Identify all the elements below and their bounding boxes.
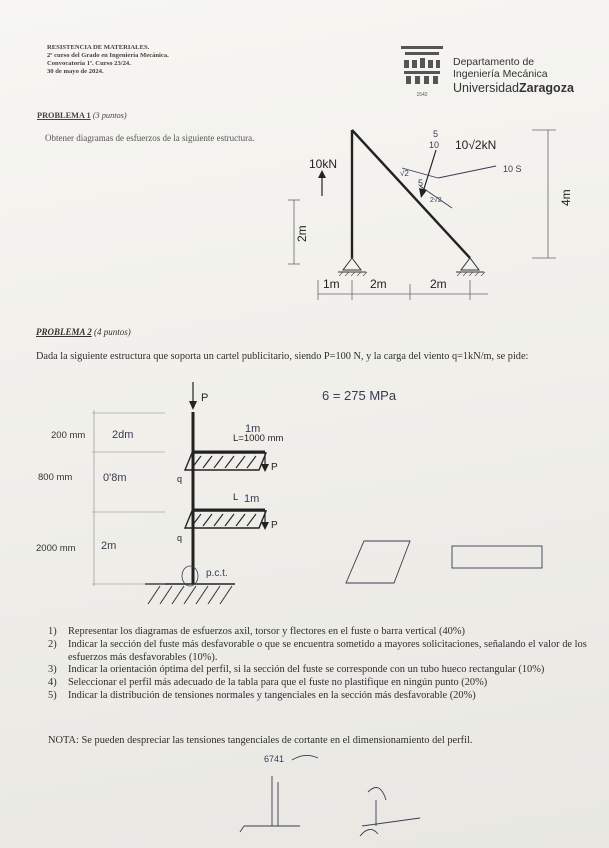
dim-1m: 1m	[323, 277, 340, 291]
hand-2sqrt2: 2√2	[430, 197, 442, 204]
hand-2m: 2m	[101, 540, 117, 552]
department-name	[453, 56, 548, 80]
university-name	[453, 81, 574, 95]
problem1-title: PROBLEMA 1	[37, 111, 91, 120]
load-inclined: 10√2kN	[455, 138, 497, 152]
task-list	[48, 626, 588, 703]
hand-sigma: 6 = 275 MPa	[322, 388, 397, 403]
problem2-diagram	[30, 376, 570, 612]
load-p-arm-2: P	[271, 520, 278, 531]
convocation: Convocatoria 1ª. Curso 23/24.	[47, 60, 131, 67]
hand-bottom-label: 6741	[264, 754, 285, 764]
dim-200mm: 200 mm	[51, 430, 86, 441]
hand-diag5: 5	[418, 178, 424, 188]
problem2-statement: Dada la siguiente estructura que soporta un cartel publicitario, siendo P=100 N, y la carga del viento q=1kN/m, se pide:	[36, 351, 529, 362]
problem2-points: (4 puntos)	[94, 327, 131, 337]
university-logo	[398, 44, 446, 103]
hand-5: 5	[433, 129, 439, 139]
department-line-2: Ingeniería Mecánica	[453, 68, 548, 80]
course-header	[47, 44, 169, 76]
dim-left-2m: 2m	[295, 225, 309, 242]
course-title: RESISTENCIA DE MATERIALES.	[47, 44, 150, 51]
hand-arm-1m: 1m	[245, 423, 261, 435]
task-item-2: 2) Indicar la sección del fuste más desfavorable o que se encuentra sometido a mayores solicitaciones, señalando el valor de los esfuerzos más desfavorables (10%).	[48, 638, 587, 663]
hand-arm-1m-b: 1m	[244, 493, 260, 505]
load-p-top: P	[201, 392, 209, 404]
wind-q-2: q	[177, 533, 183, 543]
hand-10: 10	[429, 140, 440, 150]
hand-10s: 10 S	[503, 164, 522, 174]
hand-punto: p.c.t.	[206, 568, 228, 579]
dim-right-4m: 4m	[559, 189, 573, 206]
load-p-arm-1: P	[271, 462, 278, 473]
problem2-title: PROBLEMA 2	[36, 327, 92, 337]
dim-2m-a: 2m	[370, 277, 387, 291]
dim-800mm: 800 mm	[38, 472, 73, 483]
task-item-5: 5) Indicar la distribución de tensiones normales y tangenciales en la sección más desfavorable (20%)	[48, 689, 476, 701]
dim-2000mm: 2000 mm	[36, 543, 76, 554]
logo-year: 1542	[416, 92, 428, 98]
university-part-2: Zaragoza	[519, 81, 574, 95]
exam-note: NOTA: Se pueden despreciar las tensiones tangenciales de cortante en el dimensionamiento del perfil.	[48, 735, 473, 746]
department-line-1: Departamento de	[453, 56, 535, 68]
university-part-1: Universidad	[453, 81, 520, 95]
bottom-sketches	[220, 748, 440, 844]
problem1-diagram	[280, 120, 590, 310]
task-item-3: 3) Indicar la orientación óptima del perfil, si la sección del fuste se corresponde con un tubo hueco rectangular (10%)	[48, 664, 545, 676]
hand-08m: 0'8m	[103, 472, 127, 484]
wind-q-1: q	[177, 474, 183, 484]
arm-length: L=1000 mm	[233, 433, 284, 444]
problem1-points: (3 puntos)	[92, 111, 127, 120]
problem1-statement: Obtener diagramas de esfuerzos de la siguiente estructura.	[45, 133, 255, 143]
problem2-heading	[36, 327, 131, 337]
task-item-1: 1) Representar los diagramas de esfuerzos axil, torsor y flectores en el fuste o barra vertical (40%)	[48, 626, 465, 637]
hand-2dm: 2dm	[112, 429, 134, 441]
course-year: 2º curso del Grado en Ingeniería Mecánica.	[47, 52, 169, 59]
hand-sqrt2: √2	[400, 169, 409, 178]
task-item-4: 4) Seleccionar el perfil más adecuado de la tabla para que el fuste no plastifique en ningún punto (20%)	[48, 677, 488, 689]
load-10kn: 10kN	[309, 157, 338, 171]
exam-date: 30 de mayo de 2024.	[47, 68, 104, 75]
problem1-heading	[37, 111, 127, 120]
dim-2m-b: 2m	[430, 277, 447, 291]
arm-length-short: L	[233, 492, 239, 503]
